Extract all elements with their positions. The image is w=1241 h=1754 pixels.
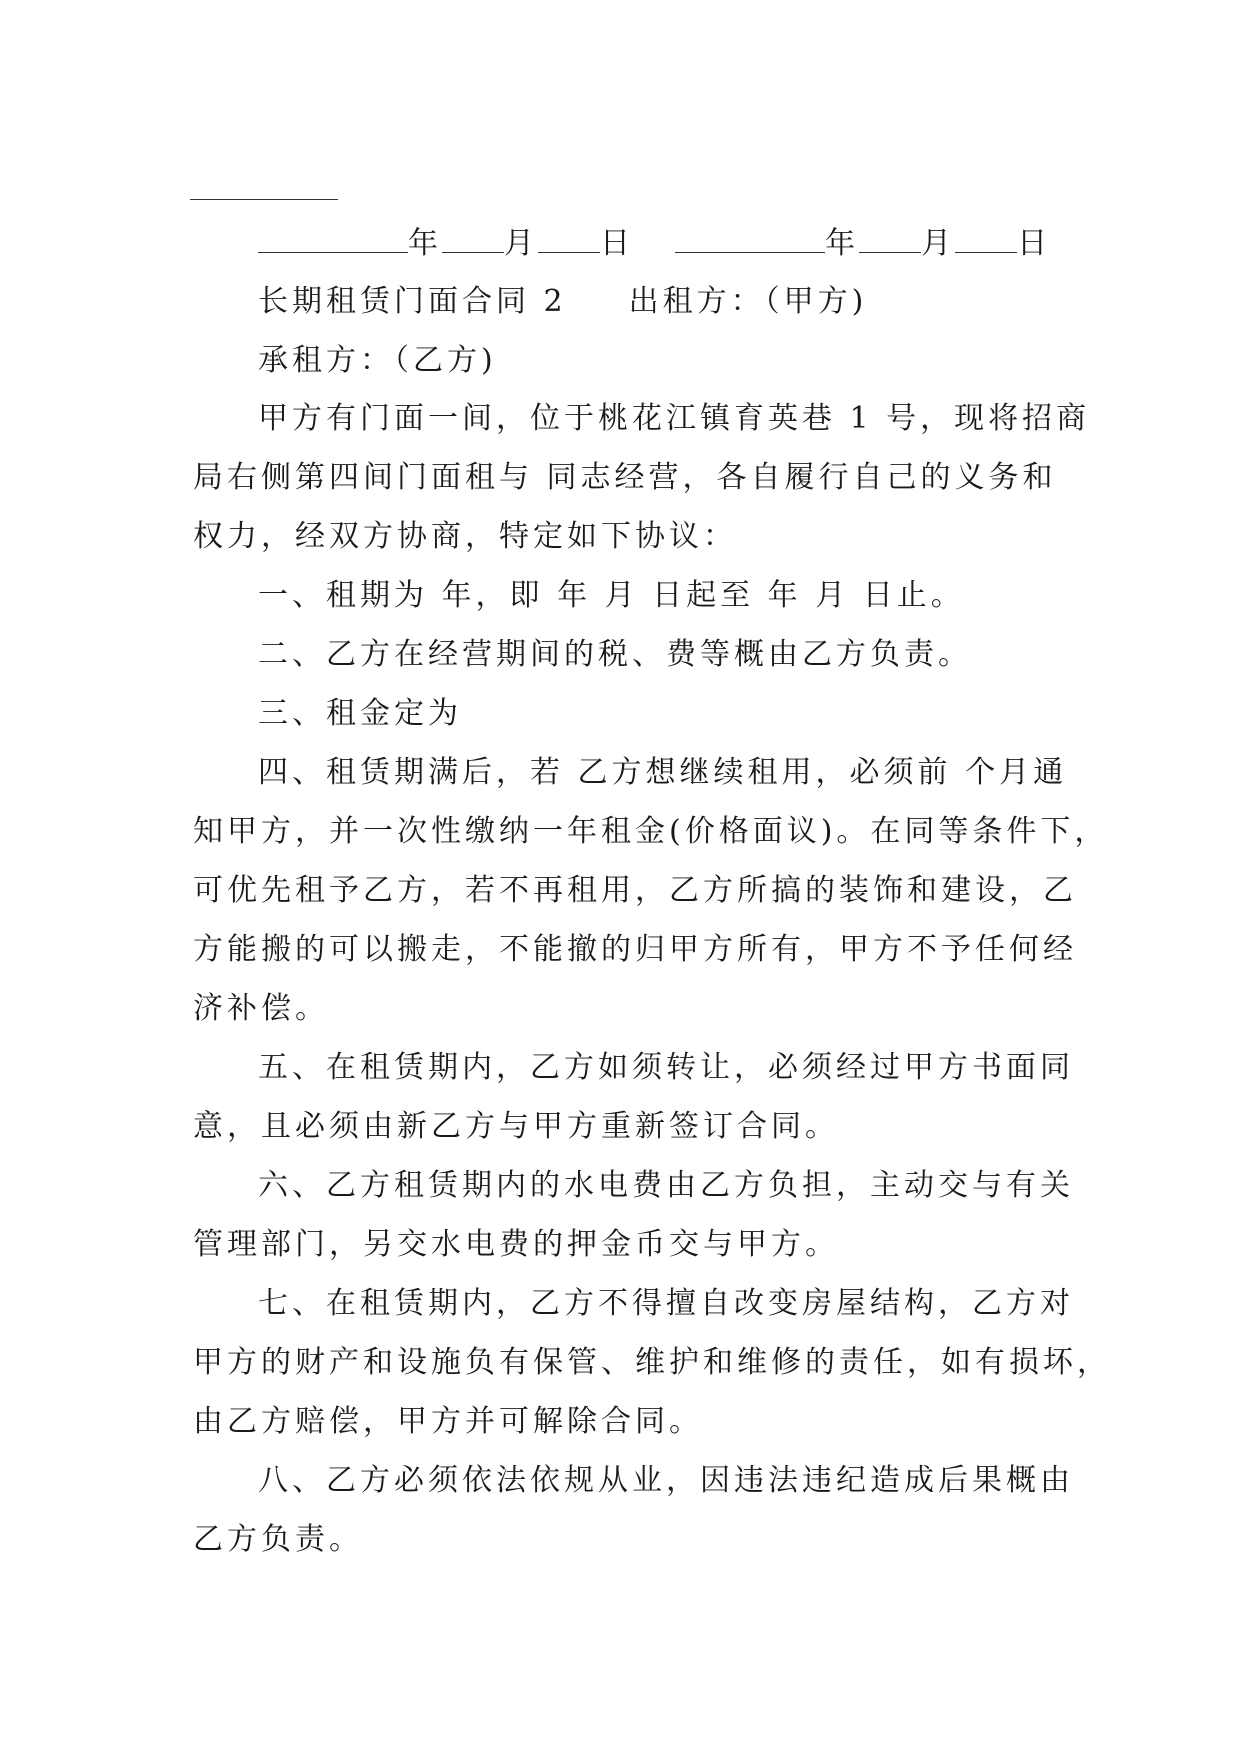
clause-5: 五、在租赁期内，乙方如须转让，必须经过甲方书面同 xyxy=(258,1050,1074,1085)
signature-blank-line xyxy=(190,199,338,200)
paragraph-line: 乙方负责。 xyxy=(193,1522,363,1557)
date-blank-year-1 xyxy=(258,226,408,253)
date-blank-day-2 xyxy=(955,226,1017,253)
paragraph-line: 意，且必须由新乙方与甲方重新签订合同。 xyxy=(193,1109,839,1144)
contract-title: 长期租赁门面合同 2 xyxy=(258,284,567,319)
paragraph-line: 管理部门，另交水电费的押金币交与甲方。 xyxy=(193,1227,839,1262)
paragraph-line: 权力，经双方协商，特定如下协议： xyxy=(193,519,737,554)
lessee-label: 承租方：（乙方) xyxy=(258,343,497,378)
clause-7: 七、在租赁期内，乙方不得擅自改变房屋结构，乙方对 xyxy=(258,1286,1074,1321)
clause-4: 四、租赁期满后，若 乙方想继续租用，必须前 个月通 xyxy=(258,755,1068,790)
paragraph-line: 济补偿。 xyxy=(193,991,329,1026)
date-blank-day-1 xyxy=(538,226,600,253)
date-year-label-2: 年 xyxy=(825,226,860,261)
date-day-label-1: 日 xyxy=(600,226,634,261)
paragraph-line: 方能搬的可以搬走，不能撤的归甲方所有，甲方不予任何经 xyxy=(193,932,1077,967)
clause-6: 六、乙方租赁期内的水电费由乙方负担，主动交与有关 xyxy=(258,1168,1074,1203)
date-blank-month-1 xyxy=(442,226,504,253)
date-blank-month-2 xyxy=(859,226,921,253)
paragraph-line: 甲方有门面一间，位于桃花江镇育英巷 1 号，现将招商 xyxy=(258,401,1091,436)
date-year-label-1: 年 xyxy=(408,226,442,261)
date-month-label-1: 月 xyxy=(504,226,538,261)
date-month-label-2: 月 xyxy=(921,226,956,261)
paragraph-line: 由乙方赔偿，甲方并可解除合同。 xyxy=(193,1404,703,1439)
paragraph-line: 可优先租予乙方，若不再租用，乙方所搞的装饰和建设，乙 xyxy=(193,873,1077,908)
paragraph-line: 知甲方，并一次性缴纳一年租金(价格面议)。在同等条件下， xyxy=(193,814,1109,849)
clause-3: 三、租金定为 xyxy=(258,696,462,731)
date-line xyxy=(258,226,1058,262)
clause-2: 二、乙方在经营期间的税、费等概由乙方负责。 xyxy=(258,637,972,672)
title-line xyxy=(258,284,1058,320)
date-blank-year-2 xyxy=(675,226,825,253)
paragraph-line: 局右侧第四间门面租与 同志经营，各自履行自己的义务和 xyxy=(193,460,1057,495)
paragraph-line: 甲方的财产和设施负有保管、维护和维修的责任，如有损坏， xyxy=(193,1345,1111,1380)
date-day-label-2: 日 xyxy=(1017,226,1052,261)
clause-8: 八、乙方必须依法依规从业，因违法违纪造成后果概由 xyxy=(258,1463,1074,1498)
lessor-label: 出租方：（甲方) xyxy=(628,284,868,319)
clause-1: 一、租期为 年，即 年 月 日起至 年 月 日止。 xyxy=(258,578,965,613)
